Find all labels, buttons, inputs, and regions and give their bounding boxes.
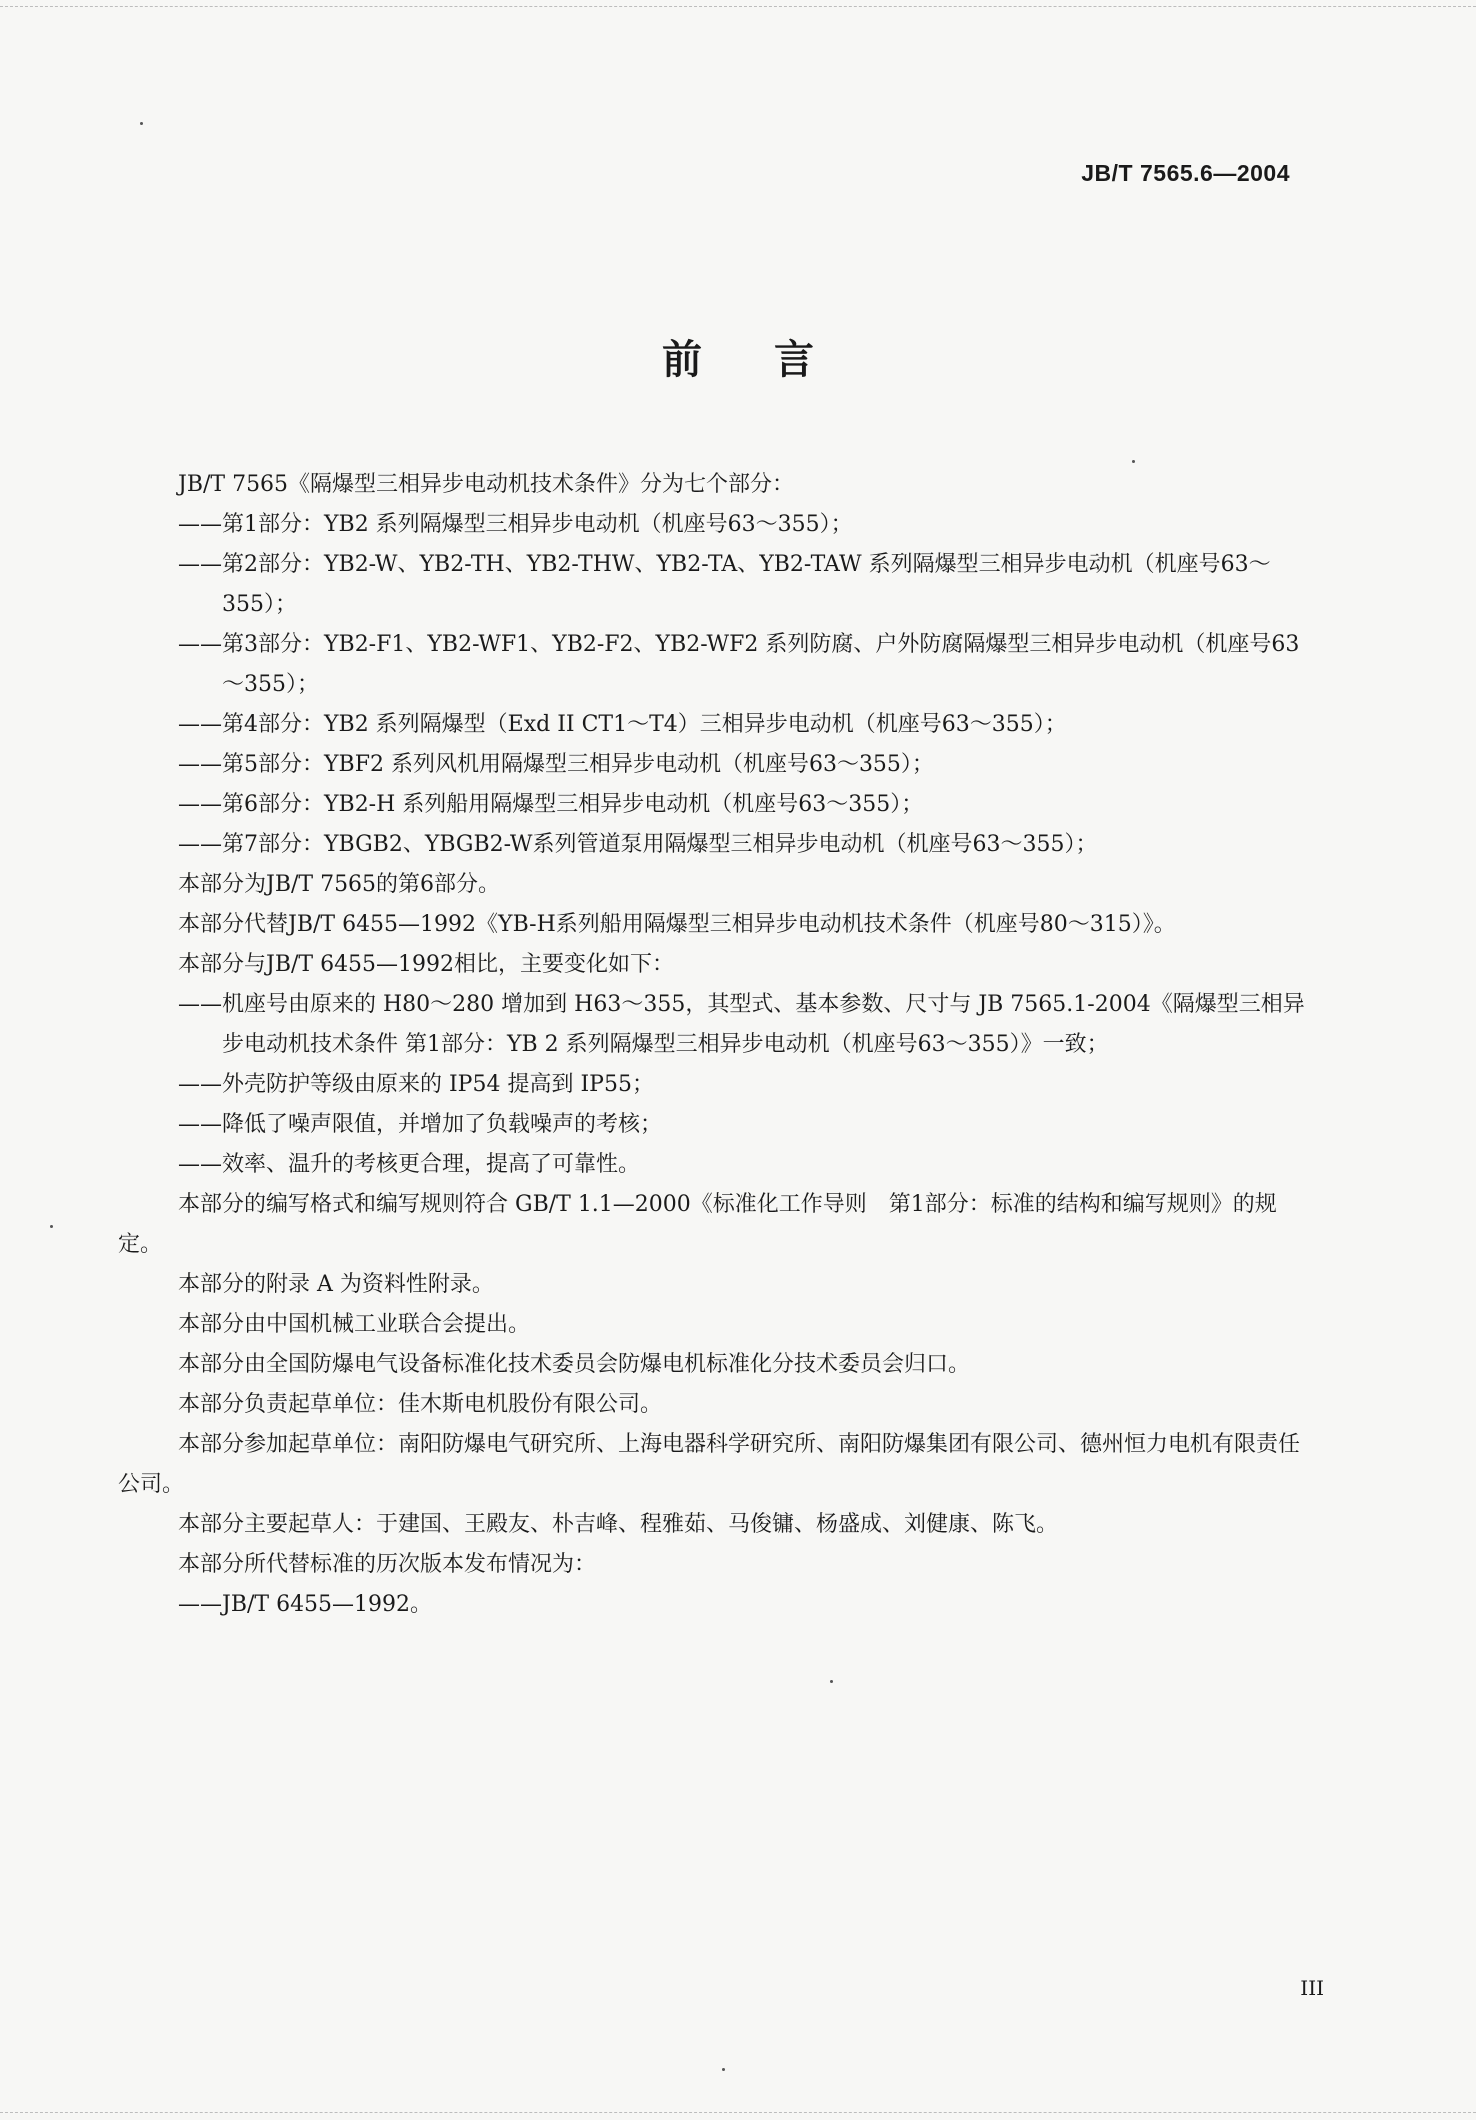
part-item: ——第5部分：YBF2 系列风机用隔爆型三相异步电动机（机座号63～355）； [178,752,934,777]
scan-speck [830,1680,833,1683]
part-item: ——第4部分：YB2 系列隔爆型（Exd II CT1～T4）三相异步电动机（机座号63～355）； [178,712,1067,737]
appendix-paragraph: 本部分的附录 A 为资料性附录。 [178,1272,494,1297]
centralized-paragraph: 本部分由全国防爆电气设备标准化技术委员会防爆电机标准化分技术委员会归口。 [178,1352,971,1377]
foreword-body [118,465,1308,1625]
part-item: ——第3部分：YB2-F1、YB2-WF1、YB2-F2、YB2-WF2 系列防腐、户外防腐隔爆型三相异步电动机（机座号63～355）； [178,632,1300,697]
scan-speck [722,2068,725,2071]
scan-speck [1132,460,1135,463]
participants-paragraph: 本部分参加起草单位：南阳防爆电气研究所、上海电器科学研究所、南阳防爆集团有限公司、德州恒力电机有限责任公司。 [118,1432,1301,1497]
compare-paragraph: 本部分与JB/T 6455—1992相比，主要变化如下： [178,952,675,977]
top-scan-edge [0,6,1476,8]
bottom-scan-edge [0,2112,1476,2114]
standard-code: JB/T 7565.6—2004 [1081,160,1290,186]
change-item: ——机座号由原来的 H80～280 增加到 H63～355，其型式、基本参数、尺寸与 JB 7565.1-2004《隔爆型三相异步电动机技术条件 第1部分：YB 2 系列隔爆型三相异步电动机（机座号63～355）》一致； [178,992,1305,1057]
page-title: 前言 [662,337,886,383]
part-item: ——第7部分：YBGB2、YBGB2-W系列管道泵用隔爆型三相异步电动机（机座号63～355）； [178,832,1098,857]
drafter-paragraph: 本部分负责起草单位：佳木斯电机股份有限公司。 [178,1392,663,1417]
people-paragraph: 本部分主要起草人：于建国、王殿友、朴吉峰、程雅茹、马俊镛、杨盛成、刘健康、陈飞。 [178,1512,1059,1537]
change-item: ——外壳防护等级由原来的 IP54 提高到 IP55； [178,1072,654,1097]
history-item: ——JB/T 6455—1992。 [178,1592,433,1617]
scan-speck [50,1225,53,1228]
proposed-paragraph: 本部分由中国机械工业联合会提出。 [178,1312,531,1337]
intro-paragraph: JB/T 7565《隔爆型三相异步电动机技术条件》分为七个部分： [178,472,795,497]
change-item: ——效率、温升的考核更合理，提高了可靠性。 [178,1152,641,1177]
part-item: ——第2部分：YB2-W、YB2-TH、YB2-THW、YB2-TA、YB2-TAW 系列隔爆型三相异步电动机（机座号63～355）； [178,552,1271,617]
part-item: ——第1部分：YB2 系列隔爆型三相异步电动机（机座号63～355）； [178,512,853,537]
scan-speck [140,122,143,125]
change-item: ——降低了噪声限值，并增加了负载噪声的考核； [178,1112,663,1137]
this-part-paragraph: 本部分为JB/T 7565的第6部分。 [178,872,501,897]
part-item: ——第6部分：YB2-H 系列船用隔爆型三相异步电动机（机座号63～355）； [178,792,924,817]
page-number: III [1300,1976,1324,2000]
replaces-paragraph: 本部分代替JB/T 6455—1992《YB-H系列船用隔爆型三相异步电动机技术条件（机座号80～315）》。 [178,912,1176,937]
format-paragraph: 本部分的编写格式和编写规则符合 GB/T 1.1—2000《标准化工作导则 第1部分：标准的结构和编写规则》的规定。 [118,1192,1277,1257]
history-paragraph: 本部分所代替标准的历次版本发布情况为： [178,1552,597,1577]
